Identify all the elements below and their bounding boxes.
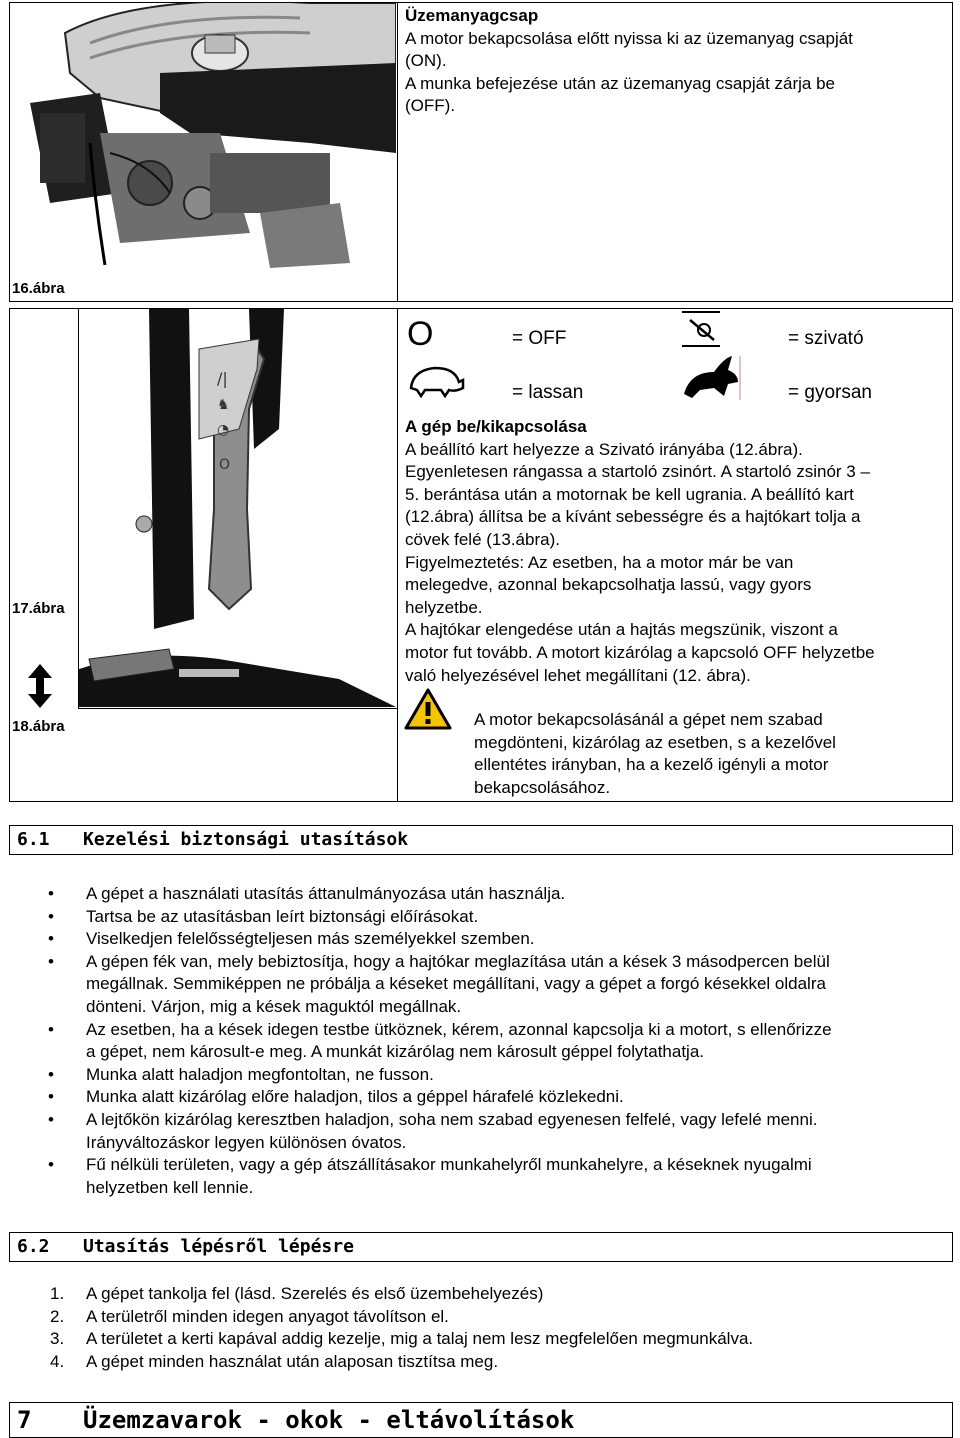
section-6-1-number: 6.1	[17, 829, 50, 850]
startup-line: A hajtókar elengedése után a hajtás megszünik, viszont a	[405, 620, 838, 640]
off-symbol: O	[407, 315, 434, 353]
safety-list	[44, 883, 954, 1199]
list-item: • Az esetben, ha a kések idegen testbe ütköznek, kérem, azonnal kapcsolja ki a motort, s ellenőrizze a gépet, nem károsult-e meg. A munkát kizárólag nem károsult géppel folytathatja.	[48, 1019, 832, 1062]
svg-text:O: O	[219, 457, 231, 473]
startup-line: cövek felé (13.ábra).	[405, 529, 560, 549]
startup-line: A beállító kart helyezze a Szivató irányába (12.ábra).	[405, 439, 803, 459]
fuel-line: (OFF).	[405, 96, 456, 116]
off-label: = OFF	[512, 328, 567, 349]
list-item: 3. A területet a kerti kapával addig kezelje, mig a talaj nem lesz megfelelően megmunkálva.	[50, 1329, 754, 1349]
fuel-line: (ON).	[405, 51, 447, 71]
steps-list	[44, 1283, 944, 1373]
warning-line: bekapcsolásához.	[474, 777, 611, 797]
startup-line: (12.ábra) állítsa be a kívánt sebességre és a hajtókart tolja a	[405, 507, 861, 527]
section-6-2-number: 6.2	[17, 1236, 50, 1257]
section-7-title: Üzemzavarok - okok - eltávolítások	[83, 1406, 575, 1434]
slow-label: = lassan	[512, 382, 584, 403]
section-6-1-title: Kezelési biztonsági utasítások	[83, 829, 409, 850]
section-6-1-heading	[9, 825, 953, 855]
fig18-caption: 18.ábra	[12, 718, 65, 735]
svg-text:/|: /|	[217, 369, 228, 388]
startup-line: Egyenletesen rángassa a startoló zsinórt. A startoló zsinór 3 –	[405, 462, 870, 482]
warning-line: A motor bekapcsolásánál a gépet nem szabad	[474, 710, 823, 729]
up-down-arrow-icon	[28, 664, 52, 708]
choke-icon	[680, 308, 724, 350]
startup-line: 5. berántása után a motornak be kell ugrania. A beállító kart	[405, 484, 854, 504]
warning-line: megdönteni, kizárólag az esetben, s a kezelővel	[474, 732, 836, 752]
list-item: • Munka alatt kizárólag előre haladjon, tilos a géppel hárafelé közlekedni.	[48, 1087, 624, 1107]
hare-icon	[680, 354, 742, 402]
startup-heading: A gép be/kikapcsolása	[405, 417, 587, 436]
startup-line: Figyelmeztetés: Az esetben, ha a motor már be van	[405, 552, 794, 572]
list-item: • A gépen fék van, mely bebiztosítja, hogy a hajtókar meglazítása után a kések 3 másodpercen belül megállnak. Semmiképpen ne próbálja a késeket megállítani, vagy a gépet a forgó késekkel oldalra dönteni. Várjon, mig a kések maguktól megállnak.	[48, 951, 830, 1016]
list-item: • Tartsa be az utasításban leírt biztonsági előírásokat.	[48, 906, 479, 926]
section-6-2-title: Utasítás lépésről lépésre	[83, 1236, 354, 1257]
section-7-number: 7	[17, 1406, 32, 1434]
startup-line: motor fut tovább. A motort kizárólag a kapcsoló OFF helyzetbe	[405, 642, 875, 662]
list-item: • Viselkedjen felelősségteljesen más személyekkel szemben.	[48, 929, 535, 949]
svg-text:♞: ♞	[217, 397, 230, 413]
startup-line: való helyezésével lehet megállítani (12. ábra).	[405, 665, 751, 685]
choke-label: = szivató	[788, 328, 864, 349]
warning-icon	[404, 688, 452, 730]
engine-photo	[10, 3, 396, 273]
fast-label: = gyorsan	[788, 382, 872, 403]
svg-text:◔: ◔	[217, 422, 230, 438]
fig17-photo-bottom	[78, 708, 397, 709]
fig17-divider	[397, 308, 398, 802]
tortoise-icon	[405, 362, 465, 400]
section-7-heading	[9, 1402, 953, 1438]
fig17-caption: 17.ábra	[12, 600, 65, 617]
startup-line: melegedve, azonnal bekapcsolhatja lassú, vagy gyors	[405, 575, 812, 595]
section-6-2-heading	[9, 1232, 953, 1262]
startup-text-block	[405, 416, 950, 687]
fuel-heading: Üzemanyagcsap	[405, 6, 539, 25]
control-lever-photo	[79, 309, 396, 707]
list-item: 4. A gépet minden használat után alaposan tisztítsa meg.	[50, 1351, 499, 1371]
fig16-caption: 16.ábra	[12, 280, 65, 297]
list-item: • A gépet a használati utasítás áttanulmányozása után használja.	[48, 884, 566, 903]
fuel-line: A motor bekapcsolása előtt nyissa ki az üzemanyag csapját	[405, 28, 853, 48]
list-item: • A lejtőkön kizárólag keresztben haladjon, soha nem szabad egyenesen felfelé, vagy lefelé menni. Irányváltozáskor legyen különösen óvatos.	[48, 1109, 818, 1152]
list-item: • Fű nélküli területen, vagy a gép átszállításakor munkahelyről munkahelyre, a késeknek nyugalmi helyzetben kell lennie.	[48, 1155, 812, 1197]
fuel-text-block	[405, 5, 945, 118]
list-item: 2. A területről minden idegen anyagot távolítson el.	[50, 1306, 449, 1326]
fuel-line: A munka befejezése után az üzemanyag csapját zárja be	[405, 73, 835, 93]
list-item: • Munka alatt haladjon megfontoltan, ne fusson.	[48, 1064, 434, 1084]
list-item: 1. A gépet tankolja fel (lásd. Szerelés és első üzembehelyezés)	[50, 1284, 544, 1303]
fig16-divider	[397, 2, 398, 302]
warning-text-block	[474, 709, 944, 799]
startup-line: helyzetbe.	[405, 597, 483, 617]
warning-line: ellentétes irányban, ha a kezelő igényli a motor	[474, 755, 829, 775]
